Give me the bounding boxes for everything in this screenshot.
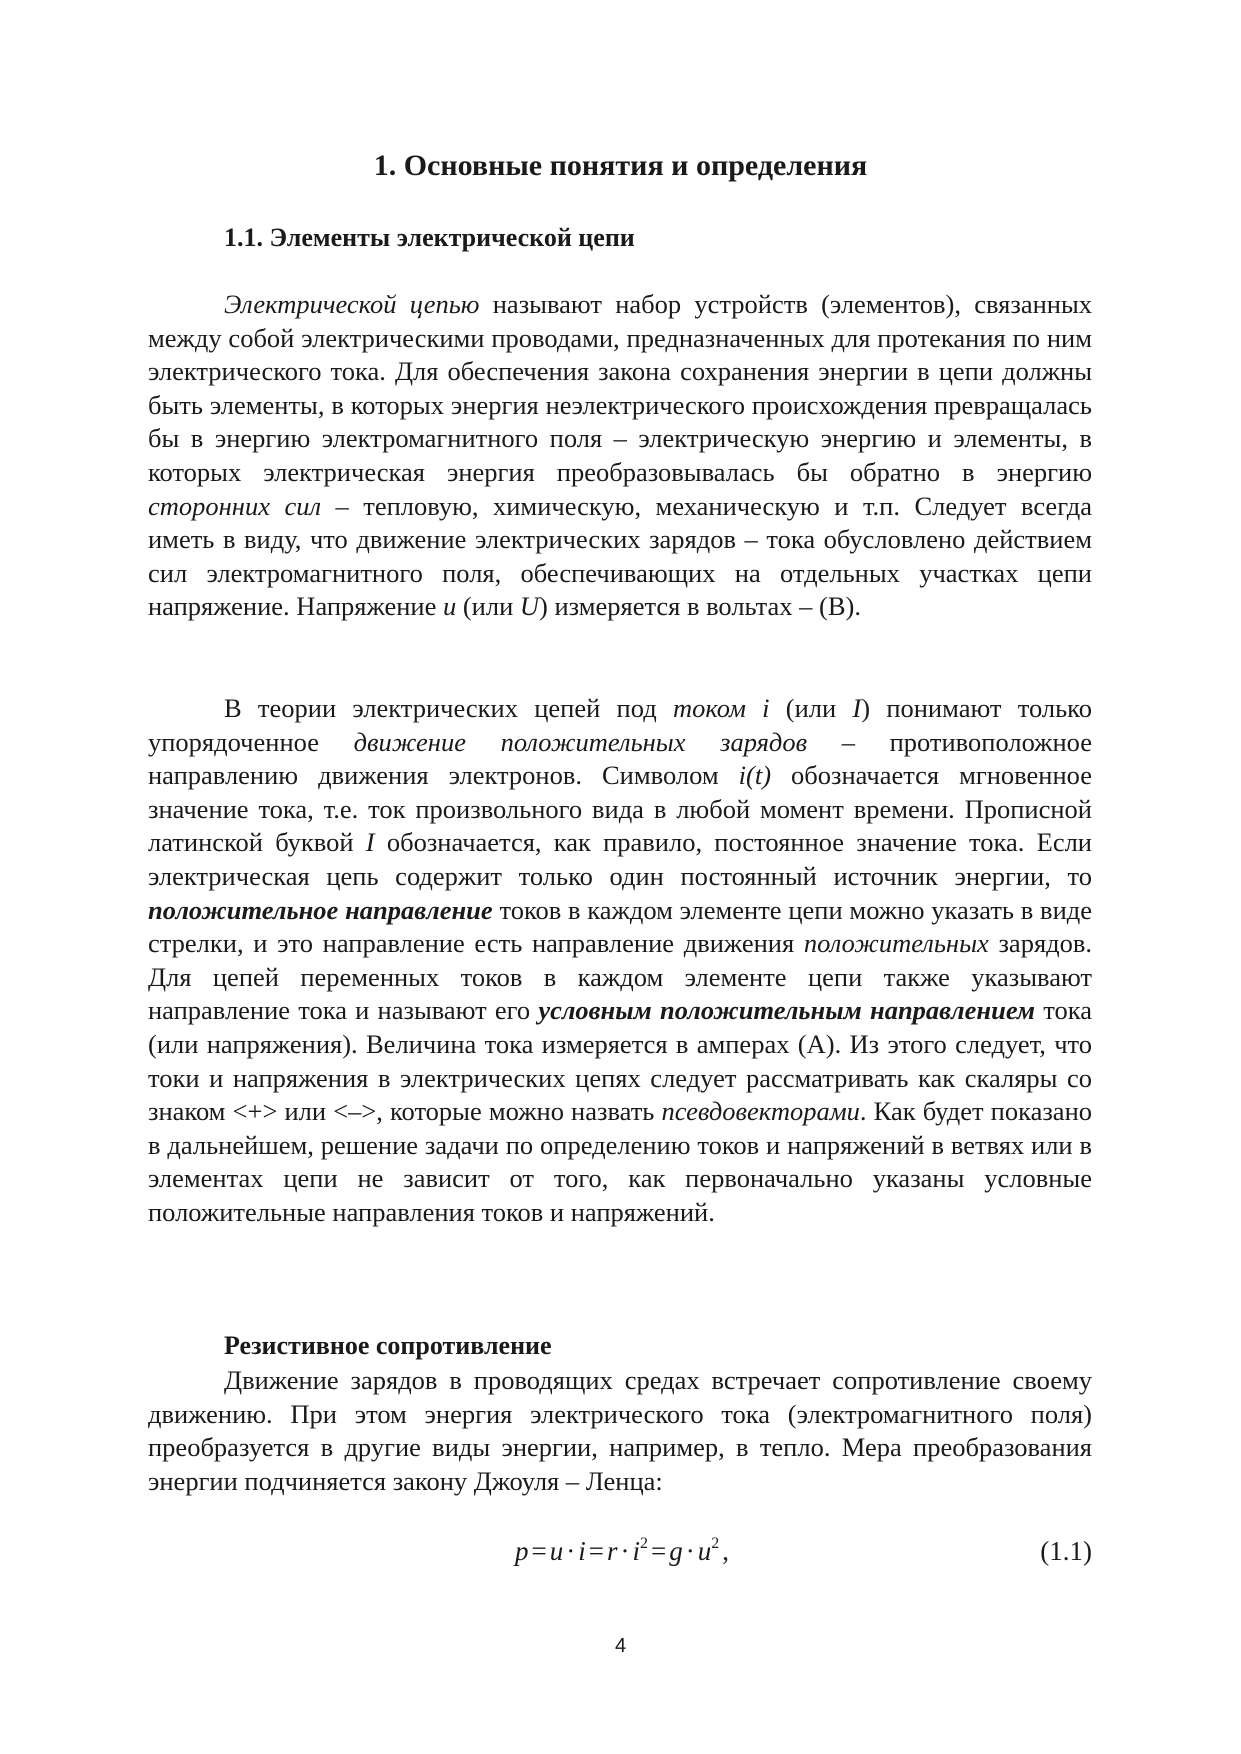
symbol-U: U <box>519 591 540 622</box>
paragraph-electric-circuit: Электрической цепью называют набор устройств (элементов), связанных между собой электрическими проводами, предназначенных для протекания по ним электрического тока. Для обеспечения закона сохранения энергии в цепи должны быть элементы, в которых энергия неэлектрического происхождения превращалась бы в энергию электромагнитного поля – электрическую энергию и элементы, в которых электрическая энергия преобразовывалась бы обратно в энергию сторонних сил – тепловую, химическую, механическую и т.п. Следует всегда иметь в виду, что движение электрических зарядов – тока обусловлено действием сил электромагнитного поля, обеспечивающих на отдельных участках цепи напряжение. Напряжение u (или U) измеряется в вольтах – (В). <box>148 289 1092 622</box>
equation-number: (1.1) <box>1040 1536 1092 1566</box>
term-positive-charge-motion: движение положительных зарядов <box>353 726 808 757</box>
joule-lenz-formula: $p = u \cdot i = r \cdot i^2 = g \cdot u^2$ , <box>515 1535 729 1566</box>
paragraph-resistance: Движение зарядов в проводящих средах встречает сопротивление своему движению. При этом энергия электрического тока (электромагнитного поля) преобразуется в другие виды энергии, например, в тепло. Мера преобразования энергии подчиняется закону Джоуля – Ленца: <box>148 1365 1092 1496</box>
term-electric-circuit: Электрической цепью <box>224 289 480 319</box>
page-number: 4 <box>614 1635 627 1657</box>
term-positive: положительных <box>803 928 989 959</box>
symbol-u: u <box>442 591 457 622</box>
subsection-heading-resistance: Резистивное сопротивление <box>224 1331 552 1360</box>
symbol-I-2: I <box>365 827 375 858</box>
symbol-I: I <box>852 693 862 723</box>
term-current: током i <box>672 693 770 723</box>
term-positive-direction: положительное направление <box>148 894 493 925</box>
section-heading: 1.1. Элементы электрической цепи <box>224 223 635 252</box>
paragraph-current: В теории электрических цепей под током i (или I) понимают только упорядоченное движение положительных зарядов – противоположное направлению движения электронов. Символом i(t) обозначается мгновенное значение тока, т.е. ток произвольного вида в любой момент времени. Прописной латинской буквой I обозначается, как правило, постоянное значение тока. Если электрическая цепь содержит только один постоянный источник энергии, то положительное направление токов в каждом элементе цепи можно указать в виде стрелки, и это направление есть направление движения положительных зарядов. Для цепей переменных токов в каждом элементе цепи также указывают направление тока и называют его условным положительным направлением тока (или напряжения). Величина тока измеряется в амперах (А). Из этого следует, что токи и напряжения в электрических цепях следует рассматривать как скаляры со знаком <+> или <–>, которые можно назвать псевдовекторами. Как будет показано в дальнейшем, решение задачи по определению токов и напряжений в ветвях или в элементах цепи не зависит от того, как первоначально указаны условные положительные направления токов и напряжений. <box>148 693 1093 1227</box>
symbol-i-t: i(t) <box>738 760 772 791</box>
term-external-forces: сторонних сил <box>148 490 322 521</box>
term-pseudovectors: псевдовекторами <box>661 1096 860 1127</box>
term-conditional-positive-direction: условным положительным направлением <box>538 995 1036 1026</box>
chapter-heading: 1. Основные понятия и определения <box>373 149 868 182</box>
